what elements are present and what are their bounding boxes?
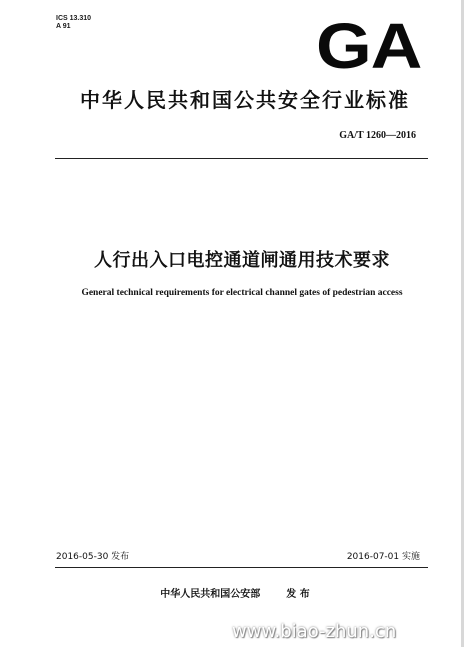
english-title: General technical requirements for electrical channel gates of pedestrian access <box>81 288 403 298</box>
publisher-line <box>0 585 464 600</box>
implementation-date: 2016-07-01 实施 <box>346 552 420 562</box>
bottom-divider <box>55 567 428 568</box>
standard-category-title: 中华人民共和国公共安全行业标准 <box>80 88 410 112</box>
ga-logo: GA <box>316 10 422 82</box>
issue-date: 2016-05-30 发布 <box>56 552 130 562</box>
publisher-name: 中华人民共和国公安部 <box>160 589 261 600</box>
ccs-code: A 91 <box>56 23 71 30</box>
classification-codes <box>56 15 91 31</box>
ics-code: ICS 13.310 <box>56 15 92 22</box>
top-divider <box>55 158 428 159</box>
publisher-action: 发 布 <box>286 589 310 600</box>
chinese-title: 人行出入口电控通道闸通用技术要求 <box>94 250 390 271</box>
site-watermark: www.biao-zhun.cn <box>232 621 397 642</box>
standard-number: GA/T 1260—2016 <box>339 130 416 141</box>
